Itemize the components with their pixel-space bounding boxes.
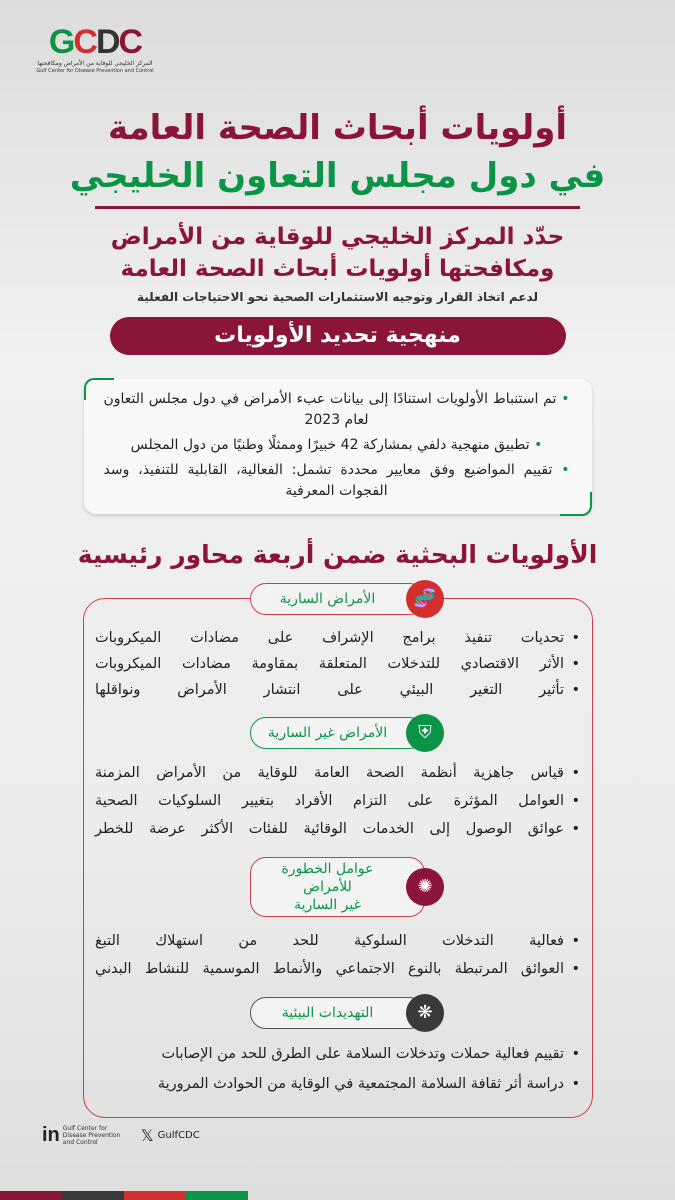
subtitle-line2: ومكافحتها أولويات أبحاث الصحة العامة: [120, 256, 555, 282]
brand-color-bar: [0, 1191, 248, 1200]
methodology-point: • تقييم المواضيع وفق معايير محددة تشمل: الفعالية، القابلية للتنفيذ، وسد الفجوات المعرفية: [103, 462, 570, 499]
methodology-point: • تطبيق منهجية دلفي بمشاركة 42 خبيرًا وممثلًا وطنيًا من دول المجلس: [130, 437, 543, 453]
section-noncommunicable: الأمراض غير السارية ⛨: [250, 717, 425, 749]
virus-icon: ✺: [406, 868, 444, 906]
section-environmental-list: [95, 1039, 580, 1099]
x-link[interactable]: [141, 1126, 200, 1145]
logo-arabic-name: المركز الخليجي للوقاية من الأمراض ومكافحتها: [37, 60, 153, 67]
linkedin-link[interactable]: [42, 1124, 127, 1147]
corner-accent: [84, 378, 114, 400]
section-noncommunicable-list: [95, 759, 580, 843]
main-title-line1: أولويات أبحاث الصحة العامة: [107, 108, 568, 148]
list-item: • تحديات تنفيذ برامج الإشراف على مضادات الميكروبات: [95, 625, 580, 651]
shield-virus-icon: ⛨: [406, 714, 444, 752]
main-title-line2: في دول مجلس التعاون الخليجي: [69, 156, 606, 196]
main-column: [30, 104, 645, 1147]
linkedin-icon: in: [42, 1124, 60, 1146]
methodology-point: • تم استنباط الأولويات استنادًا إلى بيانات عبء الأمراض في دول مجلس التعاون لعام 2023: [103, 391, 570, 428]
section-risk-factors-list: [95, 927, 580, 983]
list-item: • تقييم فعالية حملات وتدخلات السلامة على الطرق للحد من الإصابات: [95, 1039, 580, 1069]
x-icon: 𝕏: [140, 1126, 154, 1145]
list-item: • الأثر الاقتصادي للتدخلات المتعلقة بمقاومة مضادات الميكروبات: [95, 651, 580, 677]
dna-icon: 🧬: [406, 580, 444, 618]
list-item: • قياس جاهزية أنظمة الصحة العامة للوقاية من الأمراض المزمنة: [95, 759, 580, 787]
list-item: • العوامل المؤثرة على التزام الأفراد بتغيير السلوكيات الصحية: [95, 787, 580, 815]
corner-accent: [560, 492, 592, 516]
list-item: • تأثير التغير البيئي على انتشار الأمراض ونواقلها: [95, 677, 580, 703]
priorities-box: [83, 588, 593, 1118]
footer: [42, 1124, 200, 1147]
list-item: • فعالية التدخلات السلوكية للحد من استهلاك التبغ: [95, 927, 580, 955]
title-divider: [95, 206, 580, 209]
logo-english-name: Gulf Center for Disease Prevention and Control: [36, 68, 154, 74]
environment-icon: ❋: [406, 994, 444, 1032]
section-communicable-list: [95, 625, 580, 703]
logo-mark: GCDC: [48, 23, 142, 61]
subtitle-line3: لدعم اتخاذ القرار وتوجيه الاستثمارات الصحية نحو الاحتياجات الفعلية: [137, 290, 538, 304]
linkedin-name: Gulf Center for Disease Prevention and Control: [62, 1125, 121, 1146]
list-item: • العوائق المرتبطة بالنوع الاجتماعي والأنماط الموسمية للنشاط البدني: [95, 955, 580, 983]
list-item: • دراسة أثر ثقافة السلامة المجتمعية في الوقاية من الحوادث المرورية: [95, 1069, 580, 1099]
gcdc-logo: [30, 24, 160, 75]
section-environmental: التهديدات البيئية ❋: [250, 997, 425, 1029]
x-handle: GulfCDC: [157, 1130, 200, 1141]
section-risk-factors: عوامل الخطورة للأمراض غير السارية ✺: [250, 857, 425, 917]
methodology-heading: منهجية تحديد الأولويات: [110, 317, 566, 355]
list-item: • عوائق الوصول إلى الخدمات الوقائية للفئات الأكثر عرضة للخطر: [95, 815, 580, 843]
section-communicable: الأمراض السارية 🧬: [250, 583, 425, 615]
methodology-box: [84, 379, 592, 514]
priorities-heading: الأولويات البحثية ضمن أربعة محاور رئيسية: [77, 540, 598, 569]
subtitle-line1: حدّد المركز الخليجي للوقاية من الأمراض: [110, 224, 565, 250]
